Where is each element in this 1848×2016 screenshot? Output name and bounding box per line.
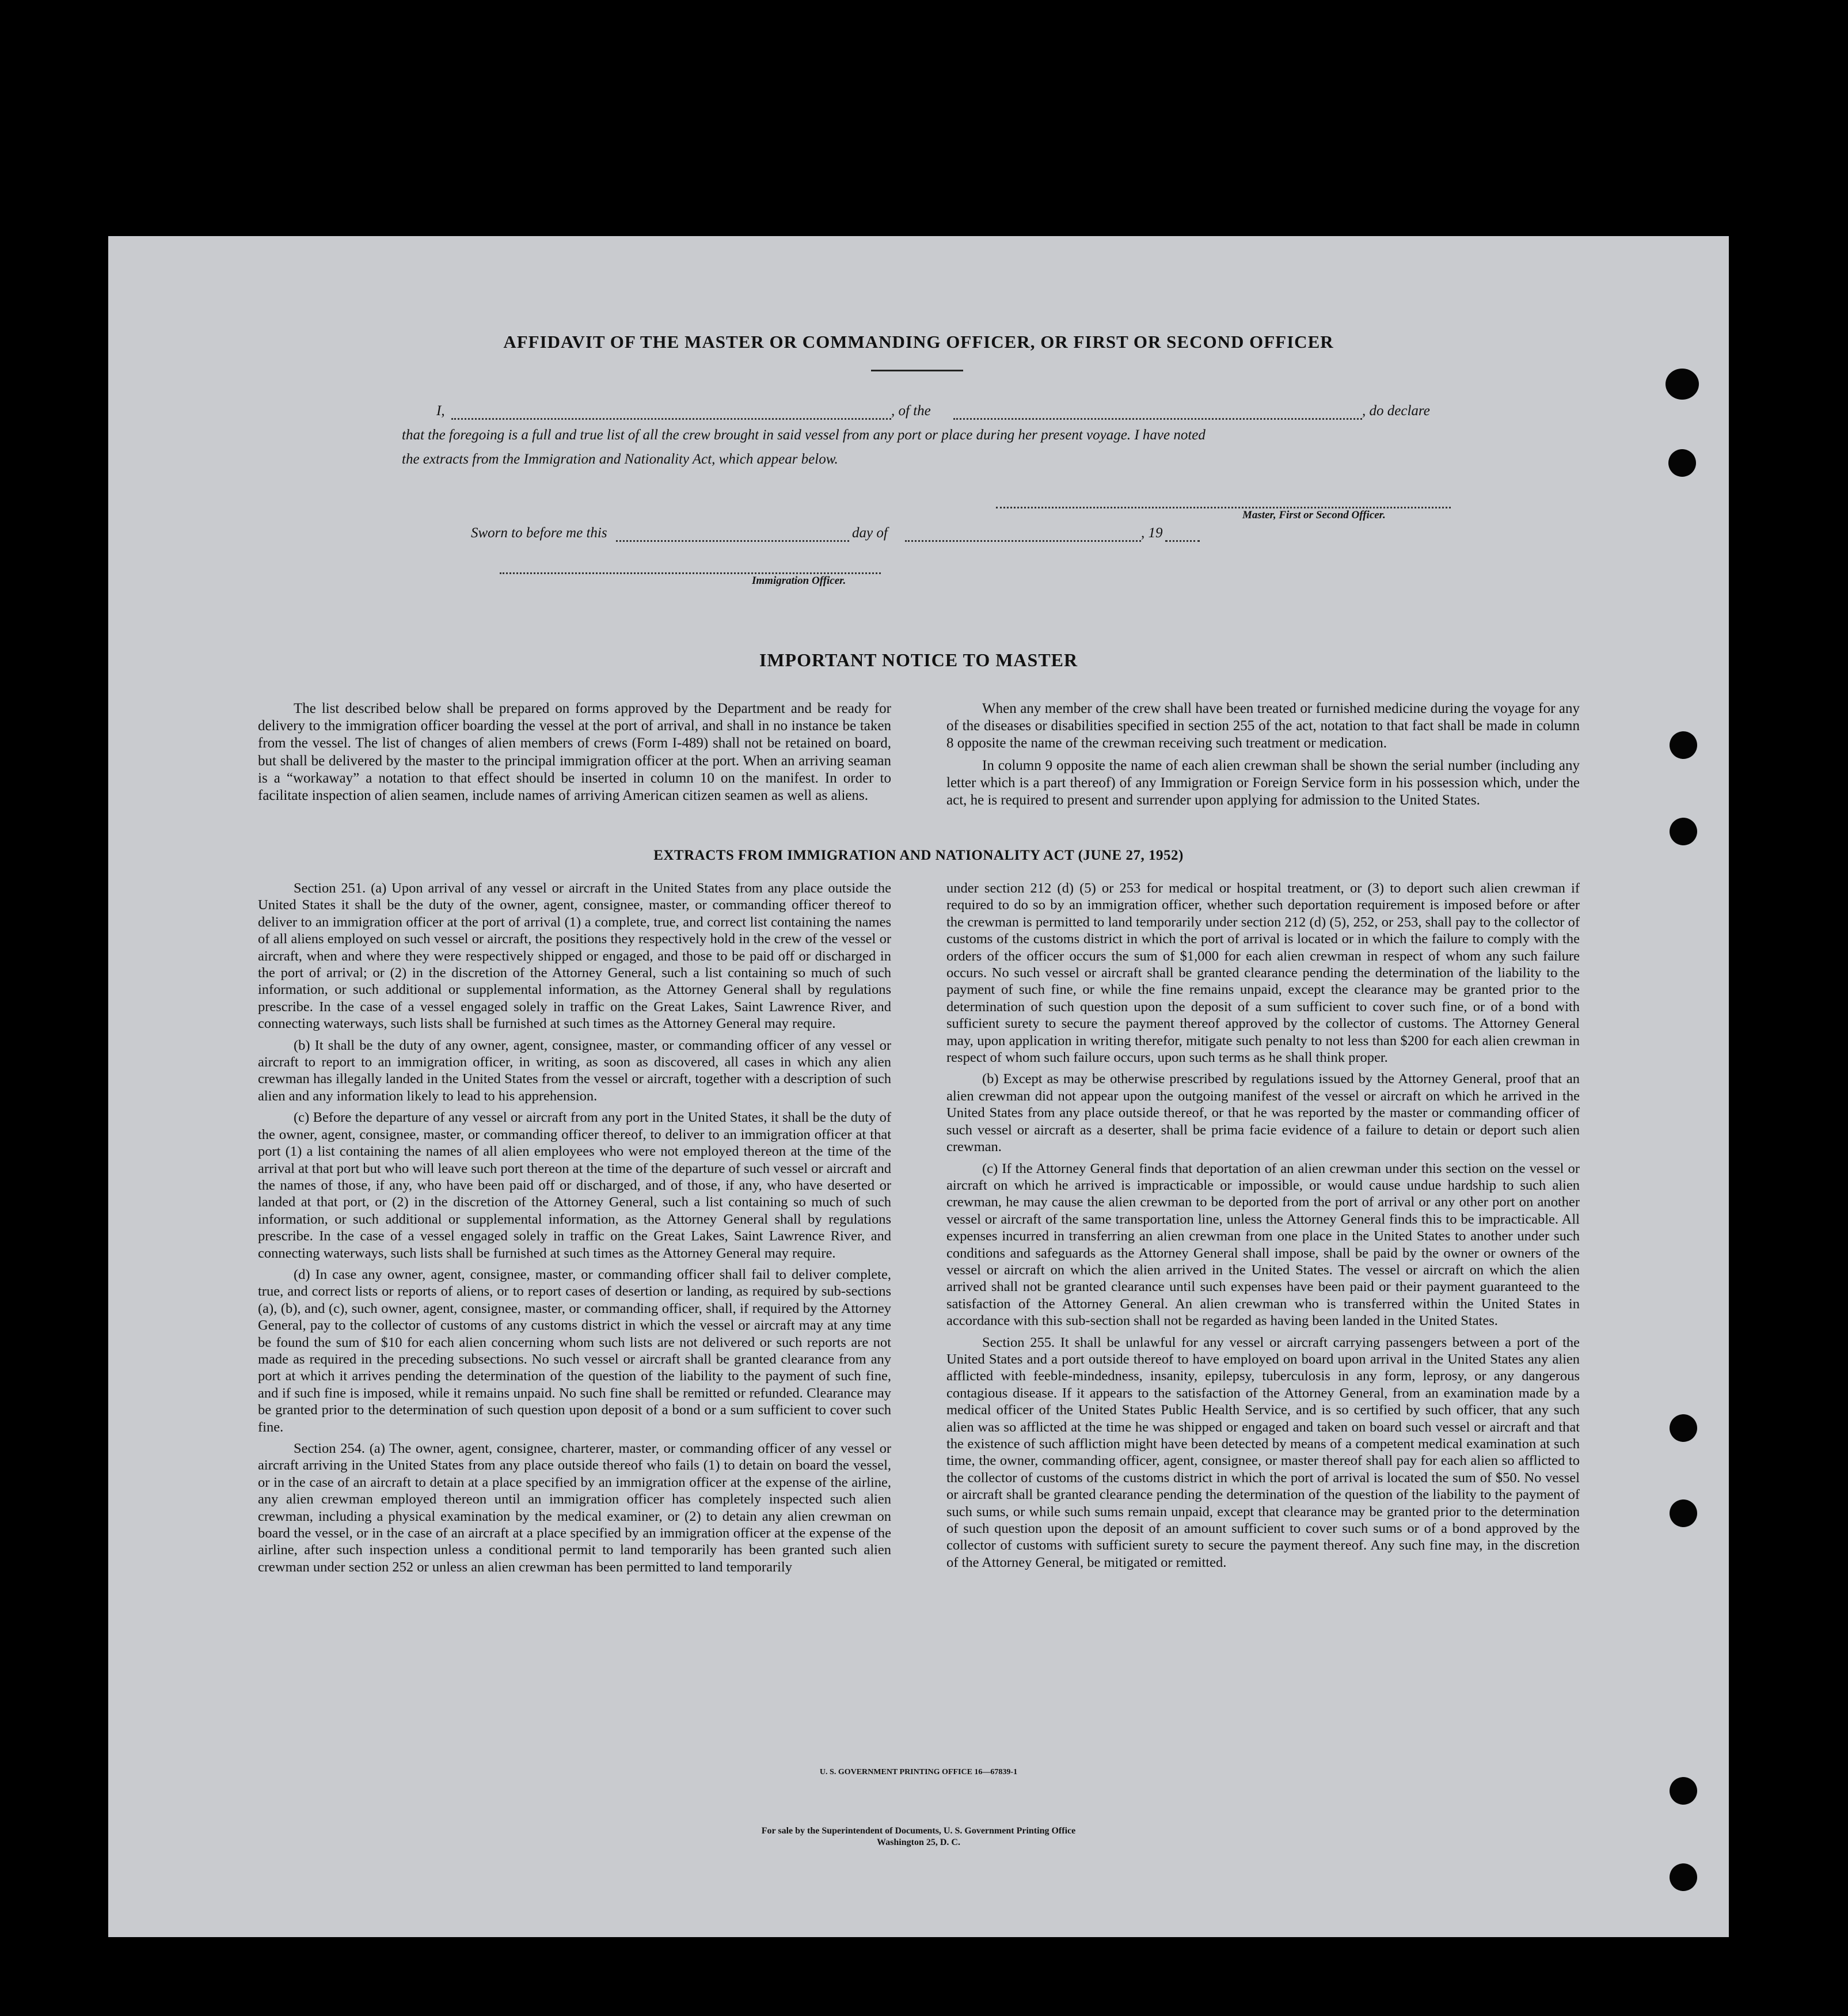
sale-notice bbox=[108, 1825, 1729, 1848]
sworn-month-blank[interactable] bbox=[905, 540, 1141, 542]
do-declare-label: , do declare bbox=[1362, 403, 1430, 419]
section-254-a: Section 254. (a) The owner, agent, consignee, charterer, master, or commanding officer of any vessel or aircraft arriving in the United States from any place outside thereof who fails (1) to detain on board the vessel, or in the case of an aircraft to detain at a place specified by an immigration officer at the expense of the airline, any alien crewman employed thereon until an immigration officer has completely inspected such alien crewman, including a physical examination by the medical examiner, or (2) to detain any alien crewman on board the vessel, or in the case of an aircraft at a place specified by an immigration officer at the expense of the airline, after such inspection unless a conditional permit to land temporarily has been granted such alien crewman under section 252 or unless an alien crewman has been permitted to land temporarily bbox=[258, 1441, 891, 1575]
section-254-c: (c) If the Attorney General finds that deportation of an alien crewman under this section on the vessel or aircraft on which he arrived is impracticable or impossible, or would cause undue hardship to such alien crewman, he may cause the alien crewman to be deported from the port of arrival or any other port on another vessel or aircraft of the same transportation line, unless the Attorney General finds this to be impracticable. All expenses incurred in transferring an alien crewman from one place in the United States to another under such conditions and safeguards as the Attorney General shall impose, shall be paid by the owner or owners of the vessel or aircraft on which the alien arrived in the United States. The vessel or aircraft on which the alien arrived shall not be granted clearance until such expenses have been paid or their payment guaranteed to the satisfaction of the Attorney General. An alien crewman who is transferred within the United States in accordance with this sub-section shall not be regarded as having been landed in the United States. bbox=[946, 1160, 1580, 1329]
sale-line-1: For sale by the Superintendent of Documents, U. S. Government Printing Office bbox=[761, 1826, 1076, 1836]
section-251-b: (b) It shall be the duty of any owner, agent, consignee, master, or commanding officer of any vessel or aircraft to report to an immigration officer, in writing, as soon as discovered, all cases in which any alien crewman has illegally landed in the United States from the vessel or aircraft, together with a description of such alien and any information likely to lead to his apprehension. bbox=[258, 1037, 891, 1104]
day-of-label: day of bbox=[852, 525, 888, 541]
section-254-a-continued: under section 212 (d) (5) or 253 for medical or hospital treatment, or (3) to deport such alien crewman if required to do so by an immigration officer, whether such deportation requirement is imposed before or after the crewman is permitted to land temporarily under section 212 (d) (5), 252, or 253, shall pay to the collector of customs of the customs district in which the port of arrival is located or in which the failure to comply with the orders of the officer occurs the sum of $1,000 for each alien crewman in respect of whom any such failure occurs. No such vessel or aircraft shall be granted clearance pending the determination of the liability to the payment of such fine, or while the fine remains unpaid, except the clearance may be granted prior to the determination of such question upon the deposit of a sum sufficient to cover such fine, or of a bond with sufficient surety to secure the payment thereof approved by the collector of customs. The Attorney General may, upon application in writing therefor, mitigate such penalty to not less than $200 for each alien crewman in respect of whom such failure occurs, upon such terms as he shall think proper. bbox=[946, 880, 1580, 1066]
punch-hole bbox=[1670, 1777, 1697, 1805]
punch-hole bbox=[1670, 818, 1697, 845]
name-blank[interactable] bbox=[451, 418, 891, 420]
punch-hole bbox=[1670, 1863, 1697, 1891]
punch-hole bbox=[1670, 731, 1697, 759]
i-label: I, bbox=[436, 403, 445, 419]
vessel-blank[interactable] bbox=[953, 418, 1362, 420]
sworn-year-blank[interactable] bbox=[1165, 540, 1200, 542]
declaration-line-2: the extracts from the Immigration and Nationality Act, which appear below. bbox=[402, 451, 838, 467]
extracts-right-column bbox=[946, 880, 1580, 1575]
officer-caption: Immigration Officer. bbox=[752, 575, 846, 587]
year-label: , 19 bbox=[1141, 525, 1163, 541]
punch-hole bbox=[1670, 1499, 1697, 1527]
of-the-label: , of the bbox=[891, 403, 931, 419]
notice-right-paragraph-1: When any member of the crew shall have been treated or furnished medicine during the voyage for any of the diseases or disabilities specified in section 255 of the act, notation to that fact shall be made in column 8 opposite the name of the crewman receiving such treatment or medication. bbox=[946, 701, 1580, 751]
section-251-a: Section 251. (a) Upon arrival of any vessel or aircraft in the United States from any place outside the United States it shall be the duty of the owner, agent, consignee, master, or commanding officer thereof to deliver to an immigration officer at the port of arrival (1) a complete, true, and correct list containing the names of all aliens employed on such vessel or aircraft, the positions they respectively hold in the crew of the vessel or aircraft, when and where they were respectively shipped or engaged, and those to be paid off or discharged in the port of arrival; or (2) in the discretion of the Attorney General, such a list containing so much of such information, or such additional or supplemental information, as the Attorney General shall by regulations prescribe. In the case of a vessel engaged solely in traffic on the Great Lakes, Saint Lawrence River, and connecting waterways, such lists shall be furnished at such times as the Attorney General may require. bbox=[258, 880, 891, 1032]
section-254-b: (b) Except as may be otherwise prescribed by regulations issued by the Attorney General, proof that an alien crewman did not appear upon the outgoing manifest of the vessel or aircraft on which he arrived in the United States from any place outside thereof, or that he was reported by the master or commanding officer of such vessel or aircraft as a deserter, shall be prima facie evidence of a failure to detain or deport such alien crewman. bbox=[946, 1071, 1580, 1155]
title-divider bbox=[871, 370, 963, 371]
sale-line-2: Washington 25, D. C. bbox=[877, 1837, 960, 1847]
extracts-title: EXTRACTS FROM IMMIGRATION AND NATIONALITY ACT (JUNE 27, 1952) bbox=[653, 848, 1184, 863]
punch-hole bbox=[1670, 1414, 1697, 1442]
affidavit-title: AFFIDAVIT OF THE MASTER OR COMMANDING OFFICER, OR FIRST OR SECOND OFFICER bbox=[503, 332, 1334, 352]
notice-right bbox=[946, 700, 1580, 814]
notice-right-paragraph-2: In column 9 opposite the name of each alien crewman shall be shown the serial number (including any letter which is a part thereof) of any Immigration or Foreign Service form in his possession which, under the act, he is required to present and surrender upon applying for admission to the United States. bbox=[946, 757, 1580, 808]
document-page bbox=[108, 236, 1729, 1937]
officer-signature-line[interactable] bbox=[500, 572, 881, 574]
printing-office-line: U. S. GOVERNMENT PRINTING OFFICE 16—67839-1 bbox=[819, 1768, 1018, 1776]
master-caption: Master, First or Second Officer. bbox=[1242, 509, 1386, 521]
sworn-label: Sworn to before me this bbox=[471, 525, 607, 541]
notice-left-paragraph: The list described below shall be prepared on forms approved by the Department and be ready for delivery to the immigration officer boarding the vessel at the port of arrival, and shall in no instance be taken from the vessel. The list of changes of alien members of crews (Form I-489) shall not be retained on board, but shall be delivered by the master to the principal immigration officer at the port. When an arriving seaman is a “workaway” a notation to that effect should be inserted in column 10 on the manifest. In order to facilitate inspection of alien seamen, include names of arriving American citizen seamen as well as aliens. bbox=[258, 701, 891, 804]
extracts-left-column bbox=[258, 880, 891, 1580]
notice-title: IMPORTANT NOTICE TO MASTER bbox=[759, 650, 1078, 670]
sworn-day-blank[interactable] bbox=[616, 540, 849, 542]
declaration-line-1: that the foregoing is a full and true list of all the crew brought in said vessel from any port or place during her present voyage. I have noted bbox=[402, 427, 1206, 443]
section-251-d: (d) In case any owner, agent, consignee, master, or commanding officer shall fail to deliver complete, true, and correct lists or reports of aliens, or to report cases of desertion or landing, as required by sub-sections (a), (b), and (c), such owner, agent, consignee, master, or commanding officer, shall, if required by the Attorney General, pay to the collector of customs of any customs district in which the vessel or aircraft may at any time be found the sum of $10 for each alien concerning whom such lists are not delivered or such reports are not made as required in the preceding subsections. No such vessel or aircraft shall be granted clearance from any port at which it arrives pending the determination of the question of the liability to the payment of such fine, and if such fine is imposed, while it remains unpaid. No such fine shall be remitted or refunded. Clearance may be granted prior to the determination of such question upon deposit of a bond or a sum sufficient to cover such fine. bbox=[258, 1266, 891, 1435]
punch-hole bbox=[1668, 449, 1696, 477]
notice-left bbox=[258, 700, 891, 809]
section-255: Section 255. It shall be unlawful for any vessel or aircraft carrying passengers between a port of the United States and a port outside thereof to have employed on board upon arrival in the United States any alien afflicted with feeble-mindedness, insanity, epilepsy, tuberculosis in any form, leprosy, or any dangerous contagious disease. If it appears to the satisfaction of the Attorney General, from an examination made by a medical officer of the United States Public Health Service, and is so certified by such officer, that any such alien was so afflicted at the time he was shipped or engaged and taken on board such vessel or aircraft and that the existence of such affliction might have been detected by means of a competent medical examination at such time, the owner, commanding officer, agent, consignee, or master thereof shall pay for each alien so afflicted to the collector of customs of the customs district in which the port of arrival is located the sum of $50. No vessel or aircraft shall be granted clearance pending the determination of the question of the liability to the payment of such sums, or while such sums remain unpaid, except that clearance may be granted prior to the determination of such question upon the deposit of an amount sufficient to cover such sums or of a bond approved by the collector of customs with sufficient surety to secure the payment thereof. Any such fine may, in the discretion of the Attorney General, be mitigated or remitted. bbox=[946, 1334, 1580, 1570]
punch-hole bbox=[1666, 369, 1699, 400]
master-signature-line[interactable] bbox=[996, 507, 1451, 508]
section-251-c: (c) Before the departure of any vessel or aircraft from any port in the United States, it shall be the duty of the owner, agent, consignee, master, or commanding officer thereof, to deliver to an immigration officer at that port (1) a list containing the names of all alien employees who were not employed thereon at the time of the arrival at that port but who will leave such port thereon at the time of the departure of such vessel or aircraft and the names of those, if any, who have been paid off or discharged, and of those, if any, who have deserted or landed at that port, or (2) in the discretion of the Attorney General, such a list containing so much of such information, or such additional or supplemental information, as the Attorney General shall by regulations prescribe. In the case of a vessel engaged solely in traffic on the Great Lakes, Saint Lawrence River, and connecting waterways, such lists shall be furnished at such times as the Attorney General may require. bbox=[258, 1110, 891, 1261]
